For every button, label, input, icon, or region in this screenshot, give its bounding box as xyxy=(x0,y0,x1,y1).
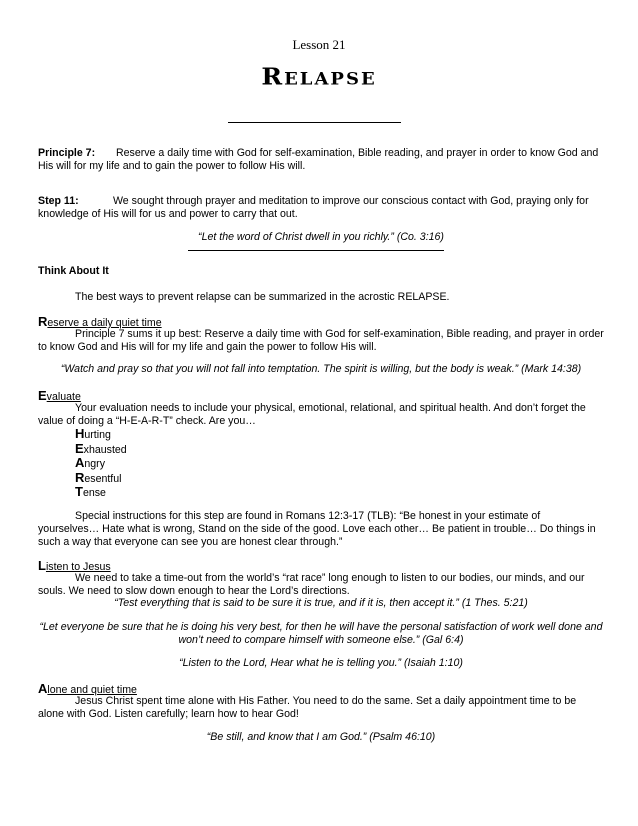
verse-colossians: “Let the word of Christ dwell in you richly.” (Co. 3:16) xyxy=(198,231,444,243)
section-r-title: eserve a daily quiet time xyxy=(47,317,162,329)
quote-mark: “Watch and pray so that you will not fall into temptation. The spirit is willing, but the body is weak.” (Mark 14:38) xyxy=(60,363,582,375)
quote-isaiah: “Listen to the Lord, Hear what he is telling you.” (Isaiah 1:10) xyxy=(179,657,463,669)
principle-text: Reserve a daily time with God for self-examination, Bible reading, and prayer in order to know God and His will for my life and to gain the power to follow His will. xyxy=(38,147,599,172)
section-a-body: Jesus Christ spent time alone with His Father. You need to do the same. Set a daily appointment time to be alone with God. Listen carefully; learn how to hear God! xyxy=(38,695,577,720)
section-r-letter: R xyxy=(38,314,48,329)
title-underline xyxy=(228,122,401,123)
think-intro: The best ways to prevent relapse can be summarized in the acrostic RELAPSE. xyxy=(75,291,450,303)
section-l-letter: L xyxy=(38,558,46,573)
section-l-title: isten to Jesus xyxy=(45,561,111,573)
heart-item-a: Angry xyxy=(75,455,105,470)
section-e-title: valuate xyxy=(46,391,81,403)
principle-label: Principle 7: xyxy=(38,147,96,159)
verse-rule xyxy=(188,250,444,251)
lesson-number: Lesson 21 xyxy=(292,37,346,52)
principle-paragraph xyxy=(38,147,604,173)
step-label: Step 11: xyxy=(38,195,79,207)
heart-item-e: Exhausted xyxy=(75,440,127,456)
heart-item-r: Resentful xyxy=(75,469,122,485)
section-r-body: Principle 7 sums it up best: Reserve a daily time with God for self-examination, Bible reading, and prayer in order to know God and His will for my life and gain the power to follow His will. xyxy=(38,328,604,353)
section-a-title: lone and quiet time xyxy=(47,684,137,696)
quote-galatians: “Let everyone be sure that he is doing his very best, for then he will have the personal satisfaction of work well done and won’t need to compare himself with someone else.” (Gal 6:4) xyxy=(39,621,603,646)
section-e-letter: E xyxy=(38,388,47,403)
heart-acrostic-list xyxy=(75,427,127,500)
section-a-letter: A xyxy=(38,681,48,696)
section-e-special: Special instructions for this step are found in Romans 12:3-17 (TLB): “Be honest in your estimate of yourselves… Hate what is wrong, Stand on the side of the good. Love each other… Be patient in trouble… Do things in such a way that everyone can see you are honest clear through.” xyxy=(38,510,596,548)
step-paragraph xyxy=(38,195,604,221)
page-title: Relapse xyxy=(261,62,377,91)
heart-item-t: Tense xyxy=(75,484,106,499)
think-heading: Think About It xyxy=(38,265,109,277)
quote-psalm: “Be still, and know that I am God.” (Psalm 46:10) xyxy=(206,731,436,743)
step-text: We sought through prayer and meditation to improve our conscious contact with God, praying only for knowledge of His will for us and power to carry that out. xyxy=(38,195,589,220)
quote-thessalonians: “Test everything that is said to be sure it is true, and if it is, then accept it.” (1 Thes. 5:21) xyxy=(114,597,528,609)
section-l-body: We need to take a time-out from the world’s “rat race” long enough to listen to our bodies, our minds, and our souls. We need to slow down enough to hear the Lord’s directions. xyxy=(38,572,585,597)
heart-item-h: Hurting xyxy=(75,426,111,441)
section-e-body: Your evaluation needs to include your physical, emotional, relational, and spiritual health. And don’t forget the value of doing a “H-E-A-R-T” check. Are you… xyxy=(38,402,586,427)
